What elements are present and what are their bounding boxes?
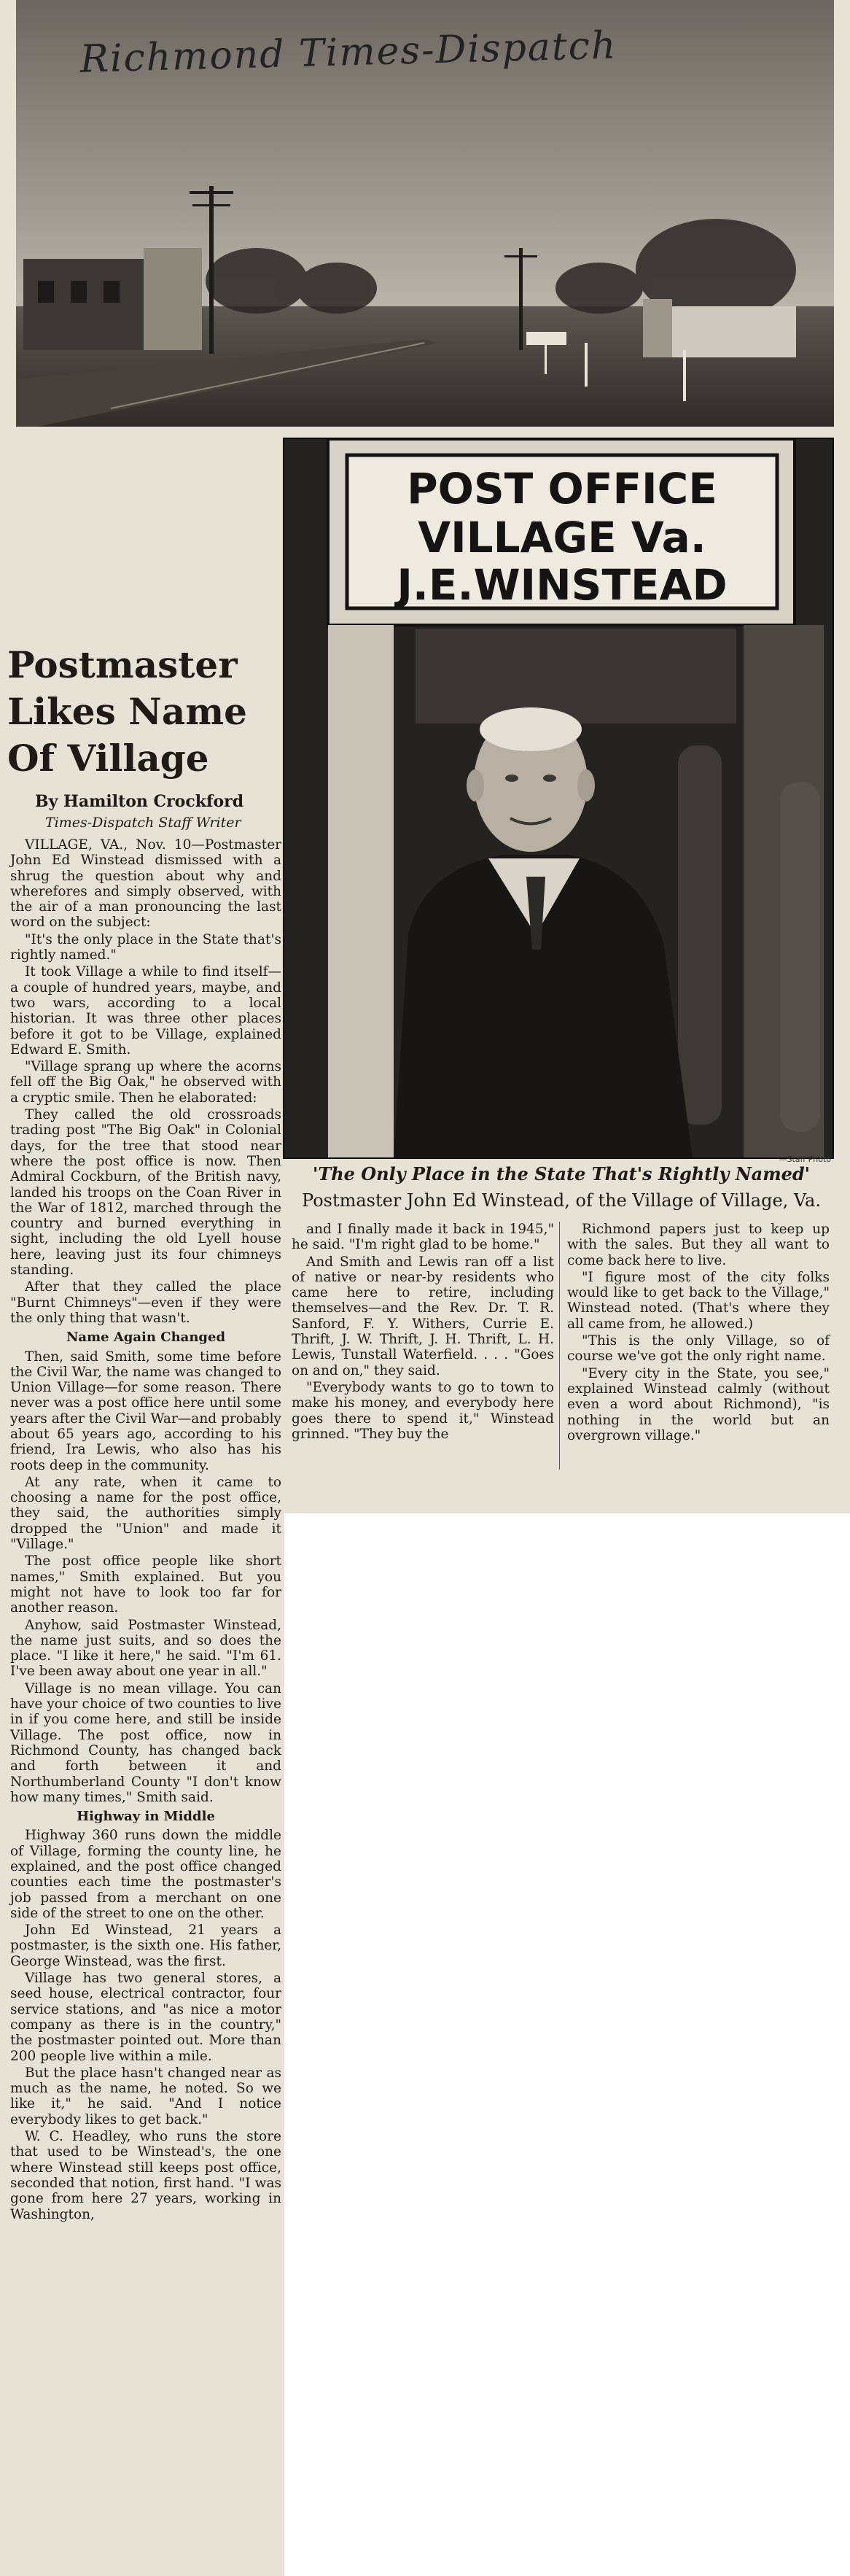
paragraph: Then, said Smith, some time before the Civil War, the name was changed to Union Village—for some reason. There never was a post office here until some years after the Civil War—and probably about 65 years ago, according to his friend, Ira Lewis, who also has his roots deep in the community. (10, 1349, 281, 1473)
paragraph: They called the old crossroads trading post "The Big Oak" in Colonial days, for the tree that stood near where the post office is now. Then Admiral Cockburn, of the British navy, landed his troops on the Coan River in the War of 1812, marched through the country and burned everything in sight, including the old Lyell house here, leaving just its four chimneys standing. (10, 1107, 281, 1279)
paragraph: After that they called the place "Burnt Chimneys"—even if they were the only thing that wasn't. (10, 1279, 281, 1326)
paragraph: "Every city in the State, you see," explained Winstead calmly (without even a word about Richmond), "is nothing in the world but an overgrown village." (567, 1365, 830, 1443)
staff-title: Times-Dispatch Staff Writer (45, 815, 241, 831)
byline: By Hamilton Crockford (35, 792, 244, 811)
photo-caption: Postmaster John Ed Winstead, of the Village of Village, Va. (302, 1190, 821, 1211)
paragraph: "I figure most of the city folks would like to get back to the Village," Winstead noted. (That's where they all came from, he allowed.) (567, 1269, 830, 1332)
article-column-1 (10, 837, 281, 2566)
paragraph: The post office people like short names," Smith explained. But you might not have to look too far for another reason. (10, 1553, 281, 1616)
paragraph: Village is no mean village. You can have your choice of two counties to live in if you come here, and still be inside Village. The post office, now in Richmond County, has changed back and forth between it and Northumberland County "I don't know how many times," Smith said. (10, 1680, 281, 1805)
paragraph: Highway 360 runs down the middle of Village, forming the county line, he explained, and the post office changed counties each time the postmaster's job passed from a merchant on one side of the street to one on the other. (10, 1828, 281, 1921)
masthead-handwritten: Richmond Times-Dispatch (79, 23, 618, 82)
sign-line-1: POST OFFICE (407, 464, 717, 513)
headline-line-1: Postmaster (7, 643, 238, 686)
article-column-2 (292, 1222, 554, 1484)
paragraph: "This is the only Village, so of course we've got the only right name. (567, 1333, 830, 1365)
paragraph: "Everybody wants to go to town to make his money, and everybody here goes there to spend it," Winstead grinned. "They buy the (292, 1379, 554, 1442)
article-headline (7, 642, 284, 788)
paragraph: VILLAGE, VA., Nov. 10—Postmaster John Ed Winstead dismissed with a shrug the question about why and wherefores and simply observed, with the air of a man pronouncing the last word on the subject: (10, 837, 281, 931)
sign-line-3: J.E.WINSTEAD (397, 560, 728, 610)
paragraph: "Village sprang up where the acorns fell off the Big Oak," he observed with a cryptic smile. Then he elaborated: (10, 1059, 281, 1106)
photo-caption-headline: 'The Only Place in the State That's Rightly Named' (312, 1163, 810, 1184)
subhead: Highway in Middle (77, 1809, 215, 1825)
photo-credit: —Staff Photo (779, 1155, 831, 1164)
paragraph: W. C. Headley, who runs the store that used to be Winstead's, the one where Winstead still keeps post office, seconded that notion, first hand. "I was gone from here 27 years, working in Washington, (10, 2129, 281, 2222)
sign-line-2: VILLAGE Va. (418, 513, 706, 562)
paragraph: It took Village a while to find itself—a couple of hundred years, maybe, and two wars, according to a local historian. It was three other places before it got to be Village, explained Edward E. Smith. (10, 964, 281, 1058)
column-rule (559, 1222, 560, 1470)
article-column-3 (567, 1222, 830, 1484)
paragraph: John Ed Winstead, 21 years a postmaster, is the sixth one. His father, George Winstead, was the first. (10, 1923, 281, 1969)
paragraph: Richmond papers just to keep up with the sales. But they all want to come back here to live. (567, 1222, 830, 1268)
paragraph: But the place hasn't changed near as much as the name, he noted. So we like it," he said. "And I notice everybody likes to get back." (10, 2065, 281, 2127)
paragraph: Anyhow, said Postmaster Winstead, the name just suits, and so does the place. "I like it here," he said. "I'm 61. I've been away about one year in all." (10, 1617, 281, 1680)
headline-line-3: Of Village (7, 737, 209, 780)
postmaster-photo (283, 438, 834, 1159)
subhead: Name Again Changed (66, 1330, 226, 1346)
paragraph: And Smith and Lewis ran off a list of native or near-by residents who came here to retire, including themselves—and the Rev. Dr. T. R. Sanford, F. Y. Withers, Currie E. Thrift, J. W. Thrift, J. H. Thrift, L. H. Lewis, Tunstall Waterfield. . . . "Goes on and on," they said. (292, 1254, 554, 1378)
paragraph: At any rate, when it came to choosing a name for the post office, they said, the authorities simply dropped the "Union" and made it "Village." (10, 1474, 281, 1553)
headline-line-2: Likes Name (7, 690, 247, 733)
paragraph: "It's the only place in the State that's rightly named." (10, 931, 281, 963)
paragraph: Village has two general stores, a seed house, electrical contractor, four service stations, and "as nice a motor company as there is in the country," the postmaster pointed out. More than 200 people live within a mile. (10, 1971, 281, 2064)
paragraph: and I finally made it back in 1945," he said. "I'm right glad to be home." (292, 1222, 554, 1253)
